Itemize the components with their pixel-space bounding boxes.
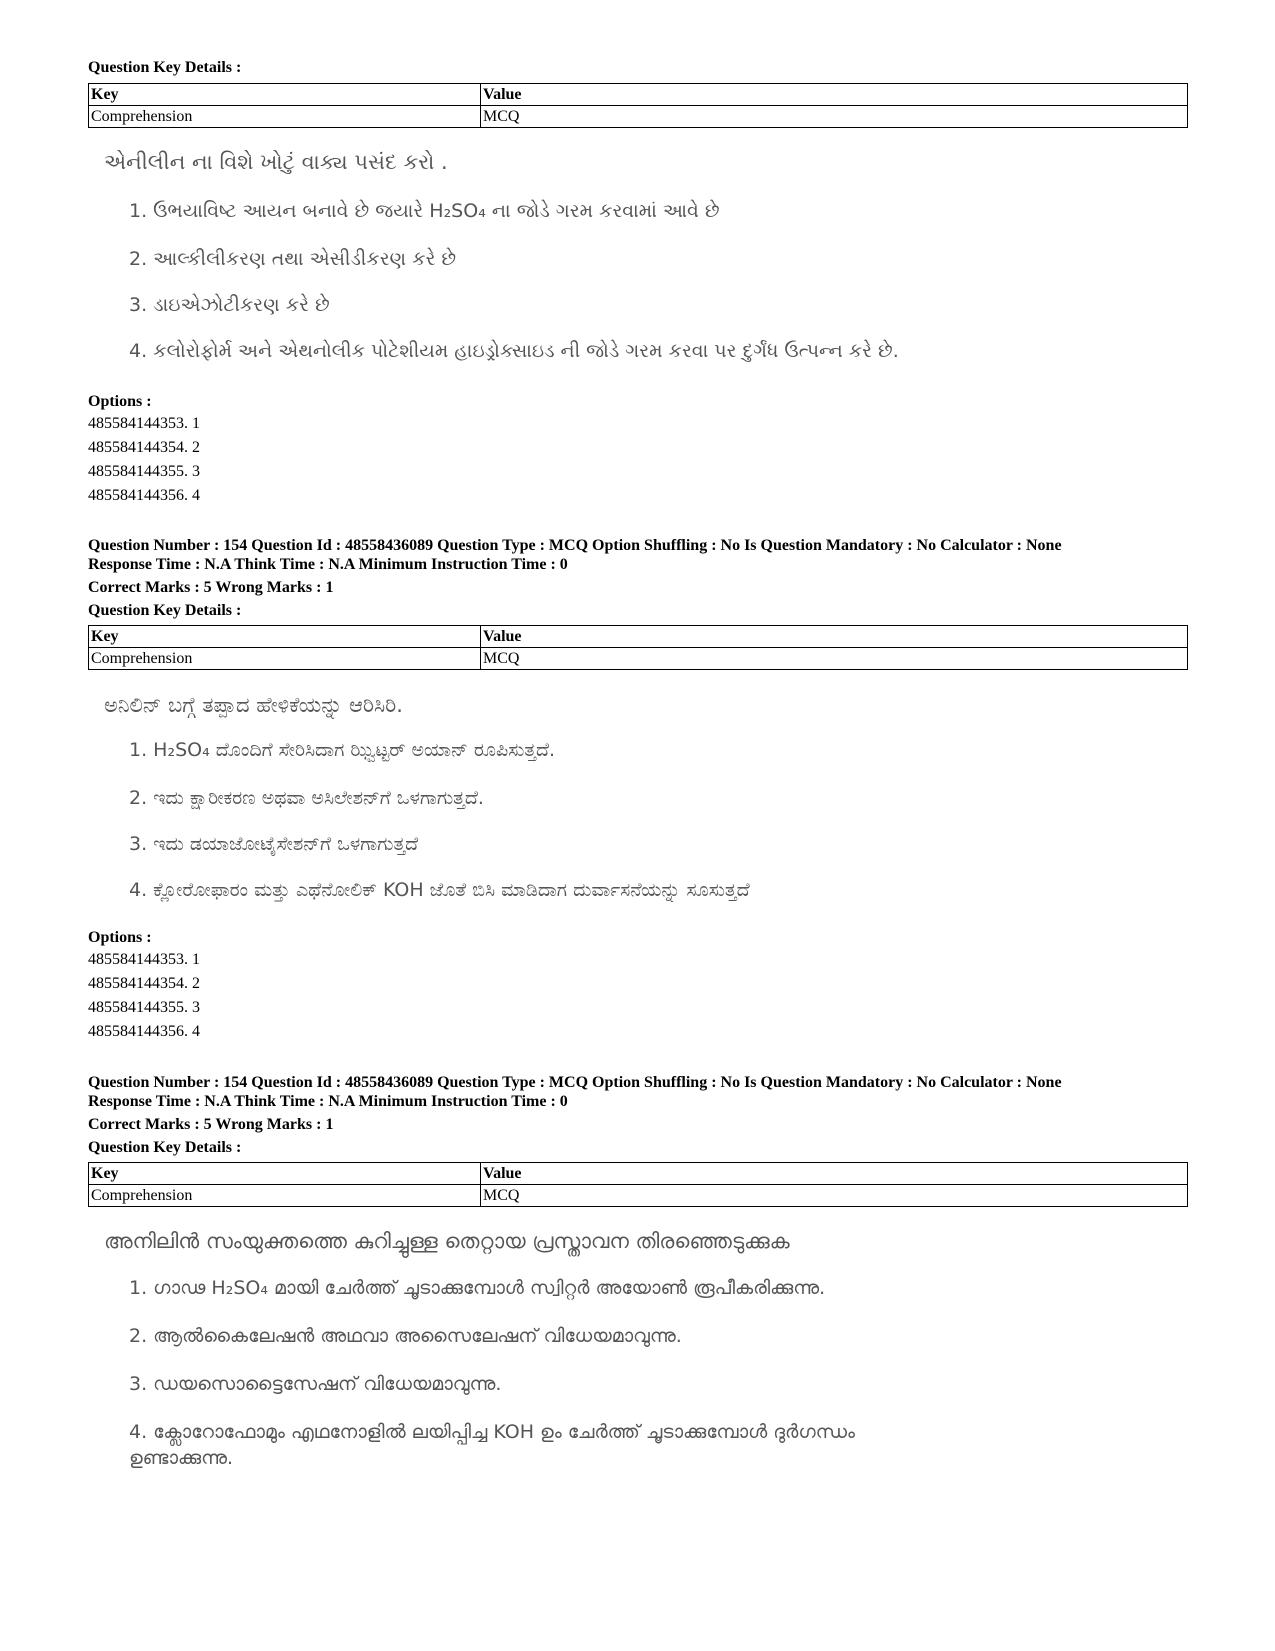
question-option-3: 3. ഡയസൊട്ടൈസേഷന് വിധേയമാവുന്നു. [129,1373,502,1395]
key-details-table [88,625,1188,670]
table-header-value: Value [481,1163,1188,1185]
question-image-gujarati [104,150,899,362]
option-item: 485584144355. 3 [88,999,200,1016]
options-label: Options : [88,393,152,410]
question-option-2: 2. ആൽകൈലേഷൻ അഥവാ അസൈലേഷന് വിധേയമാവുന്നു. [129,1325,682,1347]
table-header-row [89,626,1188,648]
question-prompt: એનીલીન ના વિશે ખોટું વાક્ય પસંદ કરો . [104,150,448,174]
question-image-kannada [104,693,750,901]
question-prompt: അനിലിൻ സംയുക്തത്തെ കുറിച്ചുള്ള തെറ്റായ പ്രസ്താവന തിരഞ്ഞെടുക്കുക [104,1229,790,1253]
question-option-4: 4. કલોરોફોર્મ અને એથનોલીક પોટેશીયમ હાઇડ્રોક્સાઇડ ની જોડે ગરમ કરવા પર દુર્ગંધ ઉત્પન્ન કરે છે. [129,340,899,362]
table-cell-value: MCQ [481,106,1188,128]
question-option-1: 1. H₂SO₄ ದೊಂದಿಗೆ ಸೇರಿಸಿದಾಗ ಝ್ವಿಟ್ಟರ್ ಅಯಾನ್ ರೂಪಿಸುತ್ತದೆ. [129,739,556,761]
question-header [88,1073,1188,1111]
key-details-label: Question Key Details : [88,602,242,619]
question-time-line: Response Time : N.A Think Time : N.A Minimum Instruction Time : 0 [88,556,568,573]
options-label: Options : [88,929,152,946]
table-header-key: Key [89,626,481,648]
question-option-4: 4. ಕ್ಲೋರೋಫಾರಂ ಮತ್ತು ಎಥೆನೋಲಿಕ್ KOH ಜೊತೆ ಬಿಸಿ ಮಾಡಿದಾಗ ದುರ್ವಾಸನೆಯನ್ನು ಸೂಸುತ್ತದೆ [129,879,750,901]
key-details-label: Question Key Details : [88,59,242,76]
option-item: 485584144355. 3 [88,463,200,480]
option-item: 485584144354. 2 [88,439,200,456]
table-row [89,648,1188,670]
table-header-row [89,84,1188,106]
table-cell-value: MCQ [481,1185,1188,1207]
option-item: 485584144354. 2 [88,975,200,992]
option-item: 485584144356. 4 [88,487,200,504]
question-image-malayalam [104,1229,909,1471]
question-option-3: 3. ಇದು ಡಯಾಜೋಟೈಸೇಶನ್‌ಗೆ ಒಳಗಾಗುತ್ತದೆ [129,833,419,855]
key-details-table [88,83,1188,128]
table-cell-key: Comprehension [89,1185,481,1207]
key-details-label: Question Key Details : [88,1139,242,1156]
option-item: 485584144353. 1 [88,951,200,968]
table-header-key: Key [89,1163,481,1185]
question-option-4: 4. ക്ലോറോഫോമും എഥനോളിൽ ലയിപ്പിച്ച KOH ഉം ചേർത്ത് ചൂടാക്കുമ്പോൾ ദുർഗന്ധം ഉണ്ടാക്കുന്നു. [129,1421,855,1469]
table-row [89,106,1188,128]
options-section [88,392,1188,508]
question-meta-line: Question Number : 154 Question Id : 48558436089 Question Type : MCQ Option Shuffling : No Is Question Mandatory : No Calculator : None [88,1074,1062,1091]
question-prompt: ಅನಿಲಿನ್ ಬಗ್ಗೆ ತಪ್ಪಾದ ಹೇಳಿಕೆಯನ್ನು ಆರಿಸಿರಿ. [104,693,403,717]
options-section [88,928,1188,1044]
marks-line: Correct Marks : 5 Wrong Marks : 1 [88,1116,334,1133]
table-header-row [89,1163,1188,1185]
table-header-key: Key [89,84,481,106]
table-cell-key: Comprehension [89,648,481,670]
question-header [88,536,1188,574]
question-time-line: Response Time : N.A Think Time : N.A Minimum Instruction Time : 0 [88,1093,568,1110]
table-header-value: Value [481,626,1188,648]
marks-line: Correct Marks : 5 Wrong Marks : 1 [88,579,334,596]
question-option-1: 1. ഗാഢ H₂SO₄ മായി ചേർത്ത് ചൂടാക്കുമ്പോൾ സ്വിറ്റർ അയോൺ രൂപീകരിക്കുന്നു. [129,1277,826,1299]
option-item: 485584144353. 1 [88,415,200,432]
question-option-2: 2. આલ્કીલીકરણ તથા એસીડીકરણ કરે છે [129,248,457,270]
table-cell-key: Comprehension [89,106,481,128]
question-meta-line: Question Number : 154 Question Id : 48558436089 Question Type : MCQ Option Shuffling : No Is Question Mandatory : No Calculator : None [88,537,1062,554]
table-cell-value: MCQ [481,648,1188,670]
question-option-2: 2. ಇದು ಕ್ಷಾರೀಕರಣ ಅಥವಾ ಅಸಿಲೇಶನ್‌ಗೆ ಒಳಗಾಗುತ್ತದೆ. [129,787,484,809]
question-option-3: 3. ડાઇએઝોટીકરણ કરે છે [129,294,330,316]
question-option-1: 1. ઉભયાવિષ્ટ આયન બનાવે છે જયારે H₂SO₄ ના જોડે ગરમ કરવામાં આવે છે [129,200,720,222]
table-header-value: Value [481,84,1188,106]
key-details-table [88,1162,1188,1207]
table-row [89,1185,1188,1207]
option-item: 485584144356. 4 [88,1023,200,1040]
